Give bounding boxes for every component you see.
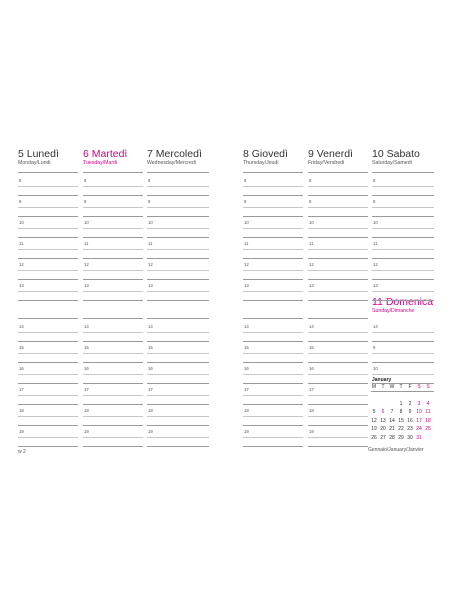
hour-rule <box>18 300 78 301</box>
calendar-day: 9 <box>408 409 412 416</box>
hour-rule <box>18 291 78 292</box>
calendar-day: 2 <box>408 401 412 407</box>
calendar-day: 26 <box>371 434 377 441</box>
calendar-weekday: T <box>399 384 403 390</box>
hour-rule <box>243 318 303 319</box>
day-header-saturday <box>372 149 420 167</box>
hour-rule <box>83 237 143 238</box>
hour-label: 10 <box>244 220 249 225</box>
calendar-day: 1 <box>399 401 403 407</box>
hour-rule <box>308 395 368 396</box>
hour-rule <box>308 416 368 417</box>
hour-label: 8 <box>373 178 376 183</box>
hour-rule <box>83 279 143 280</box>
hour-rule <box>147 362 209 363</box>
calendar-day: 30 <box>407 434 413 441</box>
hour-rule <box>18 446 78 447</box>
mini-calendar-title: January <box>372 377 392 383</box>
hour-rule <box>18 362 78 363</box>
hour-rule <box>372 270 434 271</box>
hour-label: 10 <box>84 220 89 225</box>
hour-rule <box>83 425 143 426</box>
day-header-friday <box>308 149 353 167</box>
hour-label: 10 <box>19 220 24 225</box>
hour-label: 19 <box>84 429 89 434</box>
hour-rule <box>243 207 303 208</box>
hour-rule <box>308 300 368 301</box>
hour-rule <box>147 279 209 280</box>
hour-rule <box>18 437 78 438</box>
hour-rule <box>83 383 143 384</box>
hour-label: 12 <box>309 262 314 267</box>
hour-label: 16 <box>148 366 153 371</box>
hour-rule <box>308 425 368 426</box>
hour-rule <box>83 270 143 271</box>
hour-rule <box>147 237 209 238</box>
hour-rule <box>243 195 303 196</box>
calendar-day: 19 <box>371 426 377 433</box>
hour-rule <box>83 416 143 417</box>
hour-label: 13 <box>84 283 89 288</box>
hour-rule <box>371 391 434 392</box>
hour-rule <box>372 186 434 187</box>
hour-rule <box>308 374 368 375</box>
hour-rule <box>372 216 434 217</box>
hour-rule <box>308 291 368 292</box>
hour-rule <box>147 341 209 342</box>
hour-rule <box>308 446 368 447</box>
hour-label: 17 <box>148 387 153 392</box>
hour-rule <box>372 341 434 342</box>
hour-rule <box>83 228 143 229</box>
hour-rule <box>372 332 434 333</box>
hour-rule <box>243 404 303 405</box>
hour-label: 11 <box>148 241 153 246</box>
hour-rule <box>308 279 368 280</box>
hour-label: 9 <box>148 199 151 204</box>
hour-rule <box>18 237 78 238</box>
hour-label: 12 <box>84 262 89 267</box>
calendar-day: 12 <box>371 417 377 424</box>
hour-rule <box>372 258 434 259</box>
day-title: 11 Domenica <box>372 296 434 308</box>
calendar-day: 15 <box>398 417 404 424</box>
hour-label: 8 <box>309 178 312 183</box>
hour-rule <box>83 404 143 405</box>
hour-rule <box>372 300 434 301</box>
hour-rule <box>147 318 209 319</box>
hour-rule <box>18 416 78 417</box>
hour-rule <box>147 270 209 271</box>
hour-rule <box>147 195 209 196</box>
calendar-day: 13 <box>380 417 386 424</box>
hour-rule <box>372 353 434 354</box>
hour-rule <box>18 249 78 250</box>
hour-rule <box>18 279 78 280</box>
hour-rule <box>372 228 434 229</box>
hour-rule <box>308 249 368 250</box>
day-title: 10 Sabato <box>372 148 420 160</box>
hour-rule <box>243 300 303 301</box>
hour-rule <box>18 383 78 384</box>
hour-rule <box>147 404 209 405</box>
hour-rule <box>308 216 368 217</box>
calendar-day: 10 <box>416 409 422 416</box>
hour-label: 18 <box>19 408 24 413</box>
hour-label: 16 <box>244 366 249 371</box>
hour-label: 15 <box>19 345 24 350</box>
hour-rule <box>83 332 143 333</box>
hour-rule <box>243 216 303 217</box>
hour-rule <box>147 416 209 417</box>
hour-label: 19 <box>19 429 24 434</box>
hour-label: 14 <box>19 324 24 329</box>
hour-rule <box>83 258 143 259</box>
calendar-day: 8 <box>399 409 403 416</box>
hour-rule <box>147 425 209 426</box>
hour-rule <box>372 279 434 280</box>
hour-label: 14 <box>373 324 378 329</box>
hour-label: 13 <box>244 283 249 288</box>
hour-rule <box>83 446 143 447</box>
hour-rule <box>147 300 209 301</box>
day-header-thursday <box>243 149 288 167</box>
hour-rule <box>308 437 368 438</box>
hour-rule <box>243 446 303 447</box>
calendar-day: 4 <box>426 401 430 407</box>
calendar-day: 28 <box>389 434 395 441</box>
calendar-day: 31 <box>416 434 422 441</box>
hour-rule <box>308 383 368 384</box>
hour-rule <box>243 270 303 271</box>
calendar-day: 20 <box>380 426 386 433</box>
hour-rule <box>372 237 434 238</box>
calendar-day: 21 <box>389 426 395 433</box>
calendar-day: 11 <box>425 409 431 416</box>
hour-rule <box>372 291 434 292</box>
hour-rule <box>243 383 303 384</box>
hour-rule <box>18 404 78 405</box>
hour-label: 8 <box>244 178 247 183</box>
hour-label: 15 <box>148 345 153 350</box>
hour-label: 14 <box>148 324 153 329</box>
hour-rule <box>308 318 368 319</box>
hour-rule <box>147 332 209 333</box>
hour-label: 17 <box>19 387 24 392</box>
hour-rule <box>83 249 143 250</box>
calendar-day: 3 <box>417 401 421 407</box>
hour-rule <box>147 383 209 384</box>
day-header-tuesday <box>83 149 127 167</box>
calendar-day: 23 <box>407 426 413 433</box>
hour-label: 18 <box>309 408 314 413</box>
hour-rule <box>243 416 303 417</box>
hour-rule <box>83 362 143 363</box>
hour-rule <box>243 341 303 342</box>
hour-label: 12 <box>373 262 378 267</box>
hour-rule <box>83 186 143 187</box>
hour-label: 9 <box>373 345 376 350</box>
hour-label: 13 <box>19 283 24 288</box>
hour-rule <box>243 362 303 363</box>
calendar-weekday: F <box>408 384 412 390</box>
hour-rule <box>147 186 209 187</box>
calendar-weekday: S <box>417 384 421 390</box>
hour-rule <box>308 195 368 196</box>
hour-label: 18 <box>148 408 153 413</box>
hour-label: 13 <box>148 283 153 288</box>
hour-label: 10 <box>309 220 314 225</box>
hour-rule <box>83 374 143 375</box>
hour-rule <box>147 207 209 208</box>
hour-rule <box>243 332 303 333</box>
hour-rule <box>18 318 78 319</box>
hour-rule <box>243 374 303 375</box>
day-title: 5 Lunedì <box>18 148 59 160</box>
hour-label: 12 <box>19 262 24 267</box>
hour-rule <box>308 186 368 187</box>
hour-label: 14 <box>84 324 89 329</box>
hour-label: 9 <box>19 199 22 204</box>
hour-rule <box>147 374 209 375</box>
hour-rule <box>308 341 368 342</box>
hour-rule <box>147 258 209 259</box>
calendar-weekday: M <box>371 384 377 390</box>
hour-rule <box>18 228 78 229</box>
hour-label: 12 <box>244 262 249 267</box>
day-subtitle: Friday/Vendredi <box>308 160 345 166</box>
hour-label: 11 <box>373 241 378 246</box>
hour-rule <box>147 216 209 217</box>
page-number: w 2 <box>18 449 26 455</box>
hour-label: 11 <box>84 241 89 246</box>
hour-rule <box>308 362 368 363</box>
hour-rule <box>308 258 368 259</box>
hour-label: 10 <box>373 366 378 371</box>
calendar-day: 24 <box>416 426 422 433</box>
day-subtitle: Monday/Lundi <box>18 160 51 166</box>
hour-rule <box>18 216 78 217</box>
hour-rule <box>18 270 78 271</box>
hour-label: 16 <box>19 366 24 371</box>
day-subtitle: Tuesday/Mardi <box>83 160 118 166</box>
hour-rule <box>243 237 303 238</box>
hour-rule <box>308 353 368 354</box>
hour-rule <box>308 172 368 173</box>
calendar-day: 6 <box>381 409 385 416</box>
hour-label: 14 <box>244 324 249 329</box>
day-subtitle: Sunday/Dimanche <box>372 308 415 314</box>
hour-rule <box>18 425 78 426</box>
hour-rule <box>83 437 143 438</box>
hour-rule <box>308 207 368 208</box>
hour-label: 13 <box>309 283 314 288</box>
calendar-day: 29 <box>398 434 404 441</box>
hour-rule <box>243 437 303 438</box>
day-title: 8 Giovedì <box>243 148 288 160</box>
hour-label: 15 <box>84 345 89 350</box>
calendar-day: 16 <box>407 417 413 424</box>
hour-rule <box>83 300 143 301</box>
day-title: 6 Martedì <box>83 148 128 160</box>
hour-label: 13 <box>373 283 378 288</box>
hour-rule <box>83 353 143 354</box>
hour-rule <box>372 362 434 363</box>
hour-label: 9 <box>309 199 312 204</box>
hour-rule <box>83 172 143 173</box>
hour-label: 16 <box>84 366 89 371</box>
day-title: 7 Mercoledì <box>147 148 202 160</box>
hour-rule <box>147 446 209 447</box>
hour-rule <box>243 279 303 280</box>
hour-label: 9 <box>244 199 247 204</box>
hour-rule <box>308 270 368 271</box>
hour-label: 19 <box>309 429 314 434</box>
calendar-day: 25 <box>425 426 431 433</box>
hour-rule <box>372 195 434 196</box>
hour-rule <box>18 353 78 354</box>
hour-rule <box>18 341 78 342</box>
hour-rule <box>18 195 78 196</box>
hour-label: 15 <box>309 345 314 350</box>
hour-rule <box>243 291 303 292</box>
hour-rule <box>18 172 78 173</box>
hour-rule <box>83 207 143 208</box>
hour-rule <box>147 395 209 396</box>
hour-label: 8 <box>84 178 87 183</box>
hour-label: 17 <box>84 387 89 392</box>
hour-label: 9 <box>84 199 87 204</box>
hour-label: 17 <box>309 387 314 392</box>
hour-label: 19 <box>148 429 153 434</box>
hour-rule <box>243 186 303 187</box>
calendar-weekday: W <box>389 384 395 390</box>
hour-rule <box>147 228 209 229</box>
hour-rule <box>83 341 143 342</box>
hour-label: 18 <box>244 408 249 413</box>
day-title: 9 Venerdì <box>308 148 353 160</box>
day-subtitle: Saturday/Samedi <box>372 160 412 166</box>
hour-rule <box>147 437 209 438</box>
hour-rule <box>18 332 78 333</box>
hour-label: 10 <box>148 220 153 225</box>
calendar-day: 22 <box>398 426 404 433</box>
hour-label: 16 <box>309 366 314 371</box>
calendar-day: 17 <box>416 417 422 424</box>
hour-rule <box>243 258 303 259</box>
hour-rule <box>83 216 143 217</box>
hour-rule <box>18 207 78 208</box>
hour-rule <box>83 318 143 319</box>
hour-rule <box>243 172 303 173</box>
hour-label: 12 <box>148 262 153 267</box>
day-subtitle: Thursday/Jeudi <box>243 160 279 166</box>
hour-rule <box>147 291 209 292</box>
calendar-day: 27 <box>380 434 386 441</box>
hour-rule <box>308 332 368 333</box>
hour-rule <box>372 172 434 173</box>
hour-rule <box>83 395 143 396</box>
hour-rule <box>308 228 368 229</box>
day-header-wednesday <box>147 149 202 167</box>
hour-rule <box>147 353 209 354</box>
hour-label: 11 <box>244 241 249 246</box>
hour-rule <box>372 249 434 250</box>
hour-rule <box>243 249 303 250</box>
hour-label: 19 <box>244 429 249 434</box>
hour-rule <box>18 186 78 187</box>
calendar-day: 7 <box>390 409 394 416</box>
hour-label: 15 <box>244 345 249 350</box>
hour-rule <box>308 404 368 405</box>
hour-label: 8 <box>19 178 22 183</box>
calendar-weekday: T <box>381 384 385 390</box>
hour-rule <box>243 395 303 396</box>
calendar-weekday: S <box>426 384 430 390</box>
hour-rule <box>83 195 143 196</box>
day-header-monday <box>18 149 59 167</box>
hour-rule <box>18 374 78 375</box>
hour-rule <box>147 249 209 250</box>
hour-label: 11 <box>19 241 24 246</box>
calendar-day: 18 <box>425 417 431 424</box>
hour-label: 17 <box>244 387 249 392</box>
calendar-day: 5 <box>372 409 376 416</box>
hour-rule <box>372 374 434 375</box>
hour-rule <box>243 353 303 354</box>
hour-label: 10 <box>373 220 378 225</box>
hour-rule <box>243 425 303 426</box>
hour-label: 18 <box>84 408 89 413</box>
day-subtitle: Wednesday/Mercredi <box>147 160 196 166</box>
hour-rule <box>18 395 78 396</box>
hour-rule <box>372 207 434 208</box>
hour-rule <box>243 228 303 229</box>
hour-rule <box>83 291 143 292</box>
calendar-day: 14 <box>389 417 395 424</box>
hour-label: 14 <box>309 324 314 329</box>
month-footer: Gennaio/January/Janvier <box>368 447 424 453</box>
hour-label: 9 <box>373 199 376 204</box>
hour-label: 11 <box>309 241 314 246</box>
hour-rule <box>147 172 209 173</box>
hour-rule <box>308 237 368 238</box>
hour-rule <box>18 258 78 259</box>
hour-label: 8 <box>148 178 151 183</box>
